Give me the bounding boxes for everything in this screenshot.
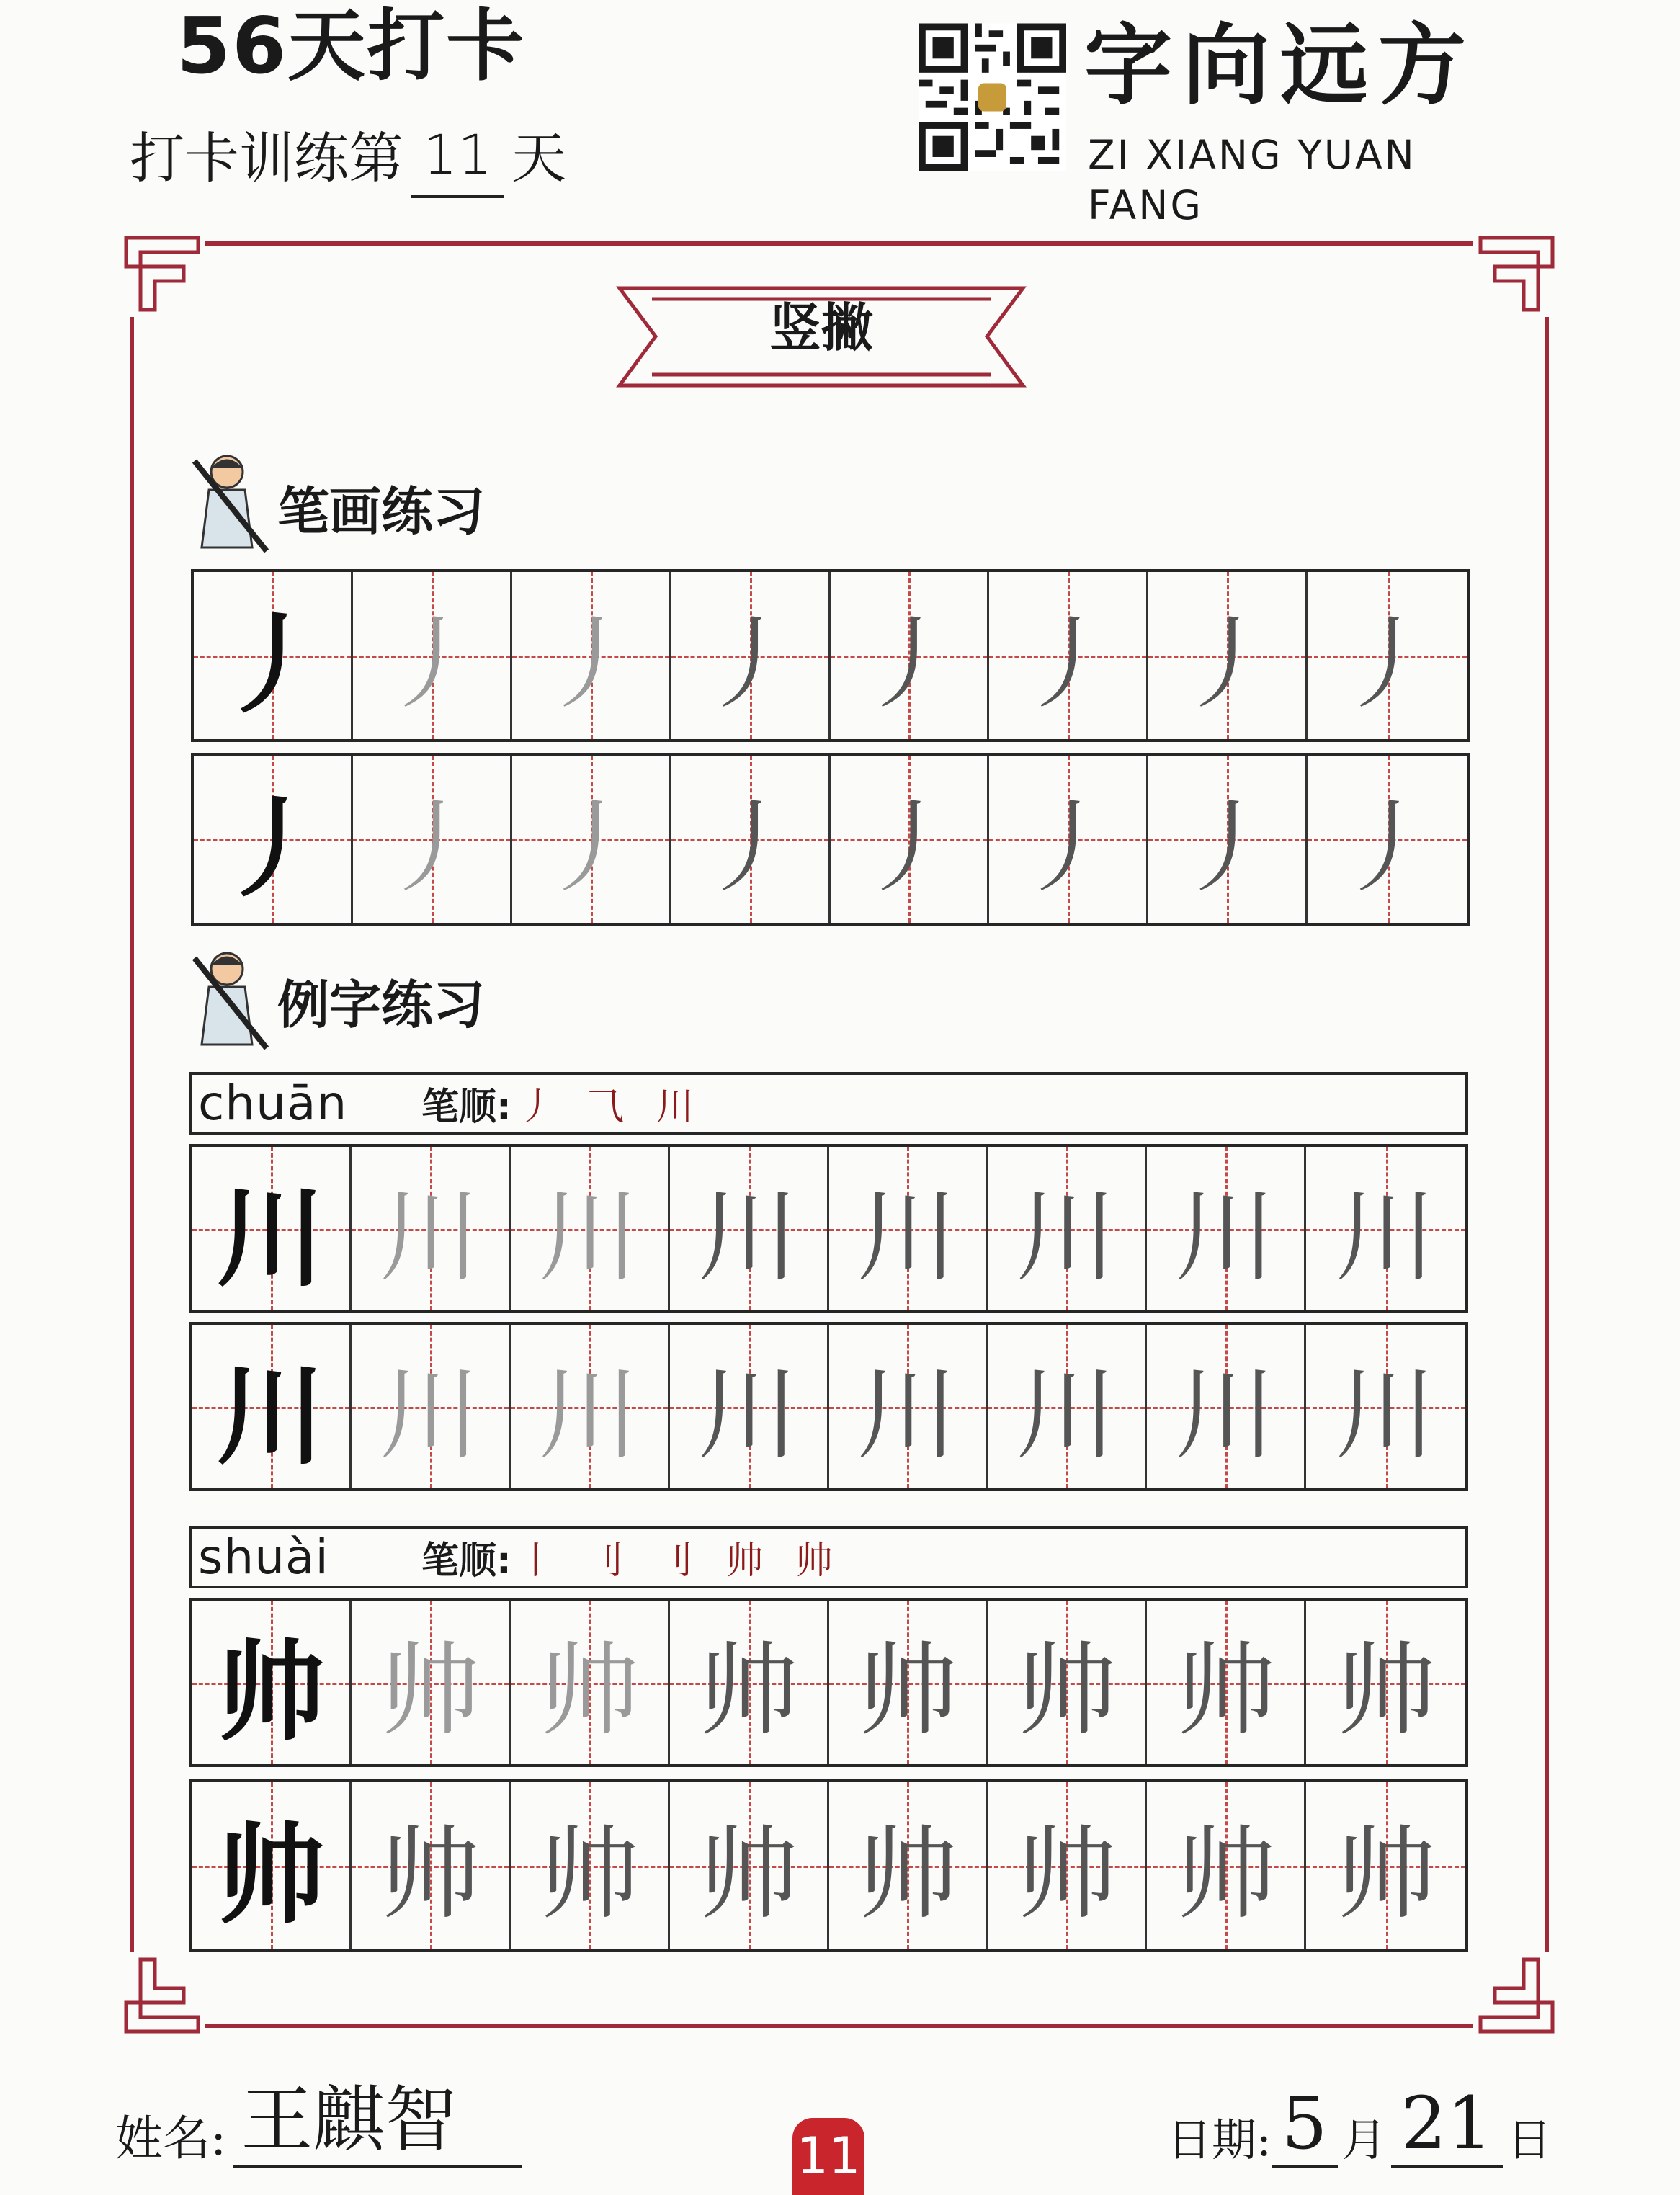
model-cell: 川 [192,1147,352,1310]
practice-cell[interactable]: 帅 [1147,1601,1306,1764]
practice-cell[interactable]: 川 [511,1325,670,1488]
stroke-grid-row-1 [191,569,1470,742]
practice-cell[interactable]: 丿 [1148,572,1308,739]
name-label: 姓名: [115,2111,227,2166]
qr-code-icon [919,22,1066,173]
stroke-order-label: 笔顺: [421,1086,511,1129]
practice-cell[interactable]: 帅 [988,1601,1147,1764]
practice-cell[interactable]: 丿 [671,756,831,923]
date-label: 日期: [1167,2114,1272,2166]
practice-cell[interactable]: 帅 [829,1782,988,1949]
practice-cell[interactable]: 川 [988,1147,1147,1310]
date-field [1167,2082,1556,2168]
stroke-order-label: 笔顺: [421,1539,511,1583]
practice-cell[interactable]: 帅 [352,1782,511,1949]
practice-cell[interactable]: 丿 [831,572,990,739]
student-name [115,2078,522,2168]
month-field[interactable]: 5 [1272,2081,1338,2168]
name-field[interactable]: 王麒智 [233,2062,522,2168]
month-unit: 月 [1341,2114,1387,2166]
practice-cell[interactable]: 帅 [1306,1601,1465,1764]
day-field[interactable]: 21 [1391,2081,1503,2168]
practice-cell[interactable]: 川 [1306,1147,1465,1310]
practice-cell[interactable]: 丿 [831,756,990,923]
day-unit: 日 [1506,2114,1552,2166]
practice-cell[interactable]: 帅 [1306,1782,1465,1949]
practice-cell[interactable]: 川 [670,1147,829,1310]
stroke-order: 丿 ⺄ 川 [517,1086,704,1129]
practice-cell[interactable]: 川 [1147,1147,1306,1310]
practice-cell[interactable]: 川 [511,1147,670,1310]
practice-cell[interactable]: 丿 [1148,756,1308,923]
model-cell: 帅 [192,1601,352,1764]
practice-cell[interactable]: 川 [988,1325,1147,1488]
practice-cell[interactable]: 帅 [670,1782,829,1949]
practice-cell[interactable]: 川 [829,1147,988,1310]
day-counter [130,119,566,198]
practice-cell[interactable]: 丿 [989,756,1148,923]
brand-pinyin: ZI XIANG YUAN FANG [1088,132,1416,228]
practice-cell[interactable]: 帅 [670,1601,829,1764]
practice-cell[interactable]: 帅 [511,1782,670,1949]
practice-cell[interactable]: 帅 [352,1601,511,1764]
practice-cell[interactable]: 川 [352,1147,511,1310]
practice-cell[interactable]: 帅 [988,1782,1147,1949]
practice-cell[interactable]: 帅 [829,1601,988,1764]
practice-cell[interactable]: 丿 [353,572,512,739]
practice-cell[interactable]: 丿 [671,572,831,739]
practice-cell[interactable]: 川 [352,1325,511,1488]
pinyin-label: shuài [198,1529,329,1585]
pinyin-bar-shuai [189,1526,1468,1588]
practice-cell[interactable]: 川 [1147,1325,1306,1488]
practice-cell[interactable]: 川 [1306,1325,1465,1488]
model-cell: 川 [192,1325,352,1488]
model-cell: 丿 [194,756,353,923]
char-grid-chuan-row-1 [189,1144,1468,1313]
scholar-with-brush-icon [184,944,270,1052]
practice-cell[interactable]: 丿 [512,572,671,739]
pinyin-label: chuān [198,1076,348,1131]
day-value: 11 [411,115,504,198]
stroke-grid-row-2 [191,753,1470,926]
scholar-with-brush-icon [184,447,270,555]
example-practice-heading: 例字练习 [277,975,486,1035]
practice-cell[interactable]: 丿 [989,572,1148,739]
practice-cell[interactable]: 丿 [1308,756,1467,923]
practice-cell[interactable]: 帅 [511,1601,670,1764]
stroke-order: 丨 刂 刂 帅 帅 [517,1539,843,1583]
practice-cell[interactable]: 丿 [353,756,512,923]
practice-cell[interactable]: 丿 [512,756,671,923]
practice-cell[interactable]: 川 [670,1325,829,1488]
stroke-practice-heading: 笔画练习 [277,481,486,542]
pinyin-bar-chuan [189,1072,1468,1135]
practice-cell[interactable]: 帅 [1147,1782,1306,1949]
char-grid-chuan-row-2 [189,1322,1468,1491]
page-title: 56天打卡 [177,1,526,91]
lesson-title: 竖撇 [769,298,873,358]
model-cell: 丿 [194,572,353,739]
page-number-badge: 11 [792,2118,864,2195]
char-grid-shuai-row-2 [189,1779,1468,1952]
day-prefix: 打卡训练第 [130,126,403,190]
day-suffix: 天 [511,126,566,190]
practice-cell[interactable]: 川 [829,1325,988,1488]
model-cell: 帅 [192,1782,352,1949]
char-grid-shuai-row-1 [189,1598,1468,1767]
brand-logo: 字向远方 [1084,13,1476,117]
practice-cell[interactable]: 丿 [1308,572,1467,739]
